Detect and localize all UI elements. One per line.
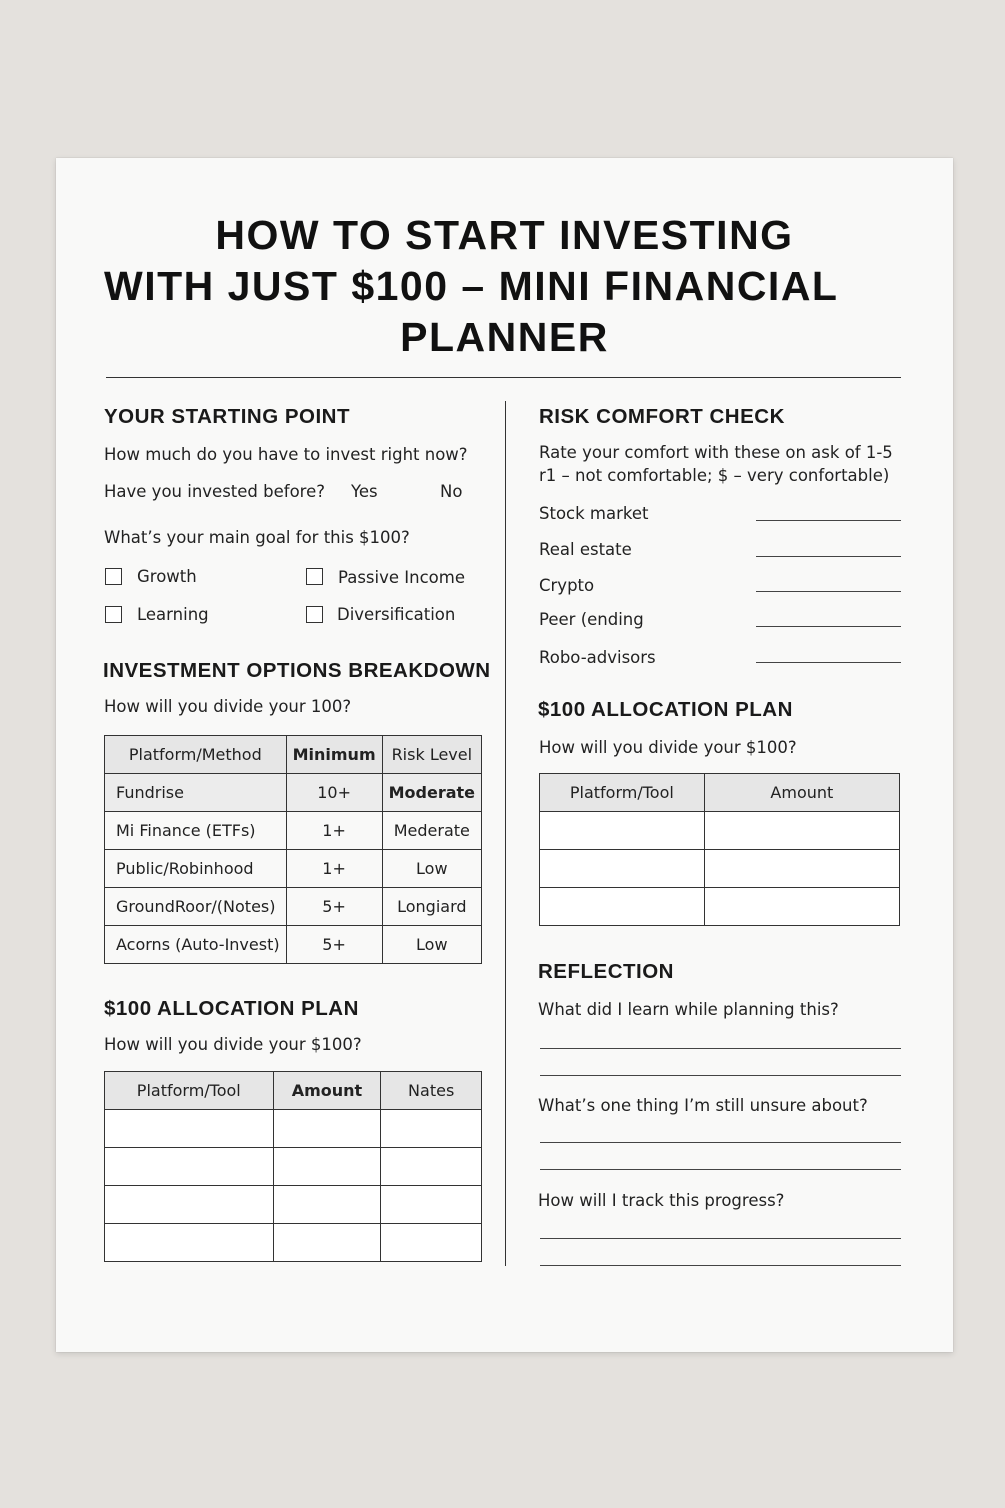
allocation-right-table bbox=[539, 773, 900, 926]
risk-cell: Low bbox=[382, 850, 481, 888]
risk-item-label: Peer (ending bbox=[539, 610, 644, 629]
risk-cell: Moderate bbox=[382, 774, 481, 812]
risk-heading: RISK COMFORT CHECK bbox=[539, 405, 785, 428]
col-header-amount: Amount bbox=[273, 1072, 381, 1110]
reflection-answer-line[interactable] bbox=[540, 1075, 901, 1076]
platform-cell: GroundRoor/(Notes) bbox=[105, 888, 287, 926]
col-header-platform: Platform/Tool bbox=[540, 774, 705, 812]
allocation-right-question: How will you divide your $100? bbox=[539, 738, 797, 757]
table-row bbox=[105, 1110, 482, 1148]
minimum-cell: 5+ bbox=[286, 888, 382, 926]
goal-label-growth: Growth bbox=[137, 567, 197, 586]
planner-sheet bbox=[56, 158, 953, 1352]
options-question: How will you divide your 100? bbox=[104, 697, 352, 716]
reflection-question: What’s one thing I’m still unsure about? bbox=[538, 1096, 868, 1115]
title-line-3: PLANNER bbox=[400, 314, 609, 360]
risk-item-label: Crypto bbox=[539, 576, 595, 595]
platform-input-cell[interactable] bbox=[105, 1110, 274, 1148]
diversification-checkbox[interactable] bbox=[306, 606, 323, 623]
table-row bbox=[105, 1186, 482, 1224]
title-line-1: HOW TO START INVESTING bbox=[215, 212, 794, 258]
risk-item-label: Robo-advisors bbox=[539, 648, 656, 667]
learning-checkbox[interactable] bbox=[105, 606, 122, 623]
risk-item-label: Real estate bbox=[539, 540, 632, 559]
page-title bbox=[56, 210, 953, 363]
platform-cell: Mi Finance (ETFs) bbox=[105, 812, 287, 850]
risk-rating-line[interactable] bbox=[756, 662, 901, 663]
amount-question: How much do you have to invest right now? bbox=[104, 445, 468, 464]
notes-input-cell[interactable] bbox=[381, 1186, 482, 1224]
reflection-question: How will I track this progress? bbox=[538, 1191, 785, 1210]
table-header-row bbox=[105, 736, 482, 774]
col-header-platform: Platform/Method bbox=[105, 736, 287, 774]
no-option[interactable]: No bbox=[440, 482, 463, 501]
amount-input-cell[interactable] bbox=[704, 850, 899, 888]
risk-cell: Longiard bbox=[382, 888, 481, 926]
risk-cell: Low bbox=[382, 926, 481, 964]
table-row bbox=[105, 1224, 482, 1262]
col-header-amount: Amount bbox=[704, 774, 899, 812]
table-header-row bbox=[105, 1072, 482, 1110]
reflection-question: What did I learn while planning this? bbox=[538, 1000, 839, 1019]
minimum-cell: 5+ bbox=[286, 926, 382, 964]
table-row bbox=[105, 850, 482, 888]
platform-input-cell[interactable] bbox=[105, 1224, 274, 1262]
growth-checkbox[interactable] bbox=[105, 568, 122, 585]
allocation-right-heading: $100 ALLOCATION PLAN bbox=[538, 698, 793, 721]
passive-income-checkbox[interactable] bbox=[306, 568, 323, 585]
goal-label-diversification: Diversification bbox=[337, 605, 456, 624]
risk-rating-line[interactable] bbox=[756, 556, 901, 557]
goal-label-learning: Learning bbox=[137, 605, 209, 624]
col-header-platform: Platform/Tool bbox=[105, 1072, 274, 1110]
notes-input-cell[interactable] bbox=[381, 1224, 482, 1262]
table-row bbox=[540, 850, 900, 888]
amount-input-cell[interactable] bbox=[704, 812, 899, 850]
table-row bbox=[105, 926, 482, 964]
risk-rating-line[interactable] bbox=[756, 626, 901, 627]
goal-label-passive-income: Passive Income bbox=[338, 568, 465, 587]
options-table bbox=[104, 735, 482, 964]
starting-point-heading: YOUR STARTING POINT bbox=[104, 405, 351, 428]
platform-input-cell[interactable] bbox=[540, 812, 705, 850]
amount-input-cell[interactable] bbox=[273, 1224, 381, 1262]
table-row bbox=[105, 774, 482, 812]
amount-input-cell[interactable] bbox=[704, 888, 899, 926]
yes-option[interactable]: Yes bbox=[351, 482, 378, 501]
platform-input-cell[interactable] bbox=[540, 888, 705, 926]
amount-input-cell[interactable] bbox=[273, 1110, 381, 1148]
platform-cell: Public/Robinhood bbox=[105, 850, 287, 888]
invested-question: Have you invested before? bbox=[104, 482, 325, 501]
goal-question: What’s your main goal for this $100? bbox=[104, 528, 410, 547]
table-row bbox=[105, 812, 482, 850]
notes-input-cell[interactable] bbox=[381, 1110, 482, 1148]
col-header-notes: Nates bbox=[381, 1072, 482, 1110]
reflection-answer-line[interactable] bbox=[540, 1169, 901, 1170]
reflection-answer-line[interactable] bbox=[540, 1142, 901, 1143]
reflection-answer-line[interactable] bbox=[540, 1048, 901, 1049]
reflection-answer-line[interactable] bbox=[540, 1265, 901, 1266]
allocation-left-heading: $100 ALLOCATION PLAN bbox=[104, 997, 359, 1020]
risk-cell: Mederate bbox=[382, 812, 481, 850]
col-header-risk: Risk Level bbox=[382, 736, 481, 774]
column-divider bbox=[505, 401, 506, 1266]
risk-rating-line[interactable] bbox=[756, 520, 901, 521]
table-row bbox=[540, 812, 900, 850]
risk-item-label: Stock market bbox=[539, 504, 649, 523]
table-header-row bbox=[540, 774, 900, 812]
platform-cell: Fundrise bbox=[105, 774, 287, 812]
risk-intro-line-2: r1 – not comfortable; $ – very confortable) bbox=[539, 466, 890, 485]
title-divider bbox=[106, 377, 901, 378]
title-line-2: WITH JUST $100 – MINI FINANCIAL bbox=[104, 263, 839, 309]
platform-input-cell[interactable] bbox=[105, 1148, 274, 1186]
platform-cell: Acorns (Auto-Invest) bbox=[105, 926, 287, 964]
notes-input-cell[interactable] bbox=[381, 1148, 482, 1186]
minimum-cell: 1+ bbox=[286, 812, 382, 850]
table-row bbox=[105, 1148, 482, 1186]
reflection-answer-line[interactable] bbox=[540, 1238, 901, 1239]
risk-rating-line[interactable] bbox=[756, 591, 901, 592]
table-row bbox=[105, 888, 482, 926]
minimum-cell: 10+ bbox=[286, 774, 382, 812]
allocation-left-table bbox=[104, 1071, 482, 1262]
reflection-heading: REFLECTION bbox=[538, 960, 674, 983]
platform-input-cell[interactable] bbox=[105, 1186, 274, 1224]
options-heading: INVESTMENT OPTIONS BREAKDOWN bbox=[103, 659, 491, 682]
allocation-left-question: How will you divide your $100? bbox=[104, 1035, 362, 1054]
platform-input-cell[interactable] bbox=[540, 850, 705, 888]
risk-intro-line-1: Rate your comfort with these on ask of 1-5 bbox=[539, 443, 893, 462]
amount-input-cell[interactable] bbox=[273, 1148, 381, 1186]
amount-input-cell[interactable] bbox=[273, 1186, 381, 1224]
minimum-cell: 1+ bbox=[286, 850, 382, 888]
table-row bbox=[540, 888, 900, 926]
col-header-minimum: Minimum bbox=[286, 736, 382, 774]
